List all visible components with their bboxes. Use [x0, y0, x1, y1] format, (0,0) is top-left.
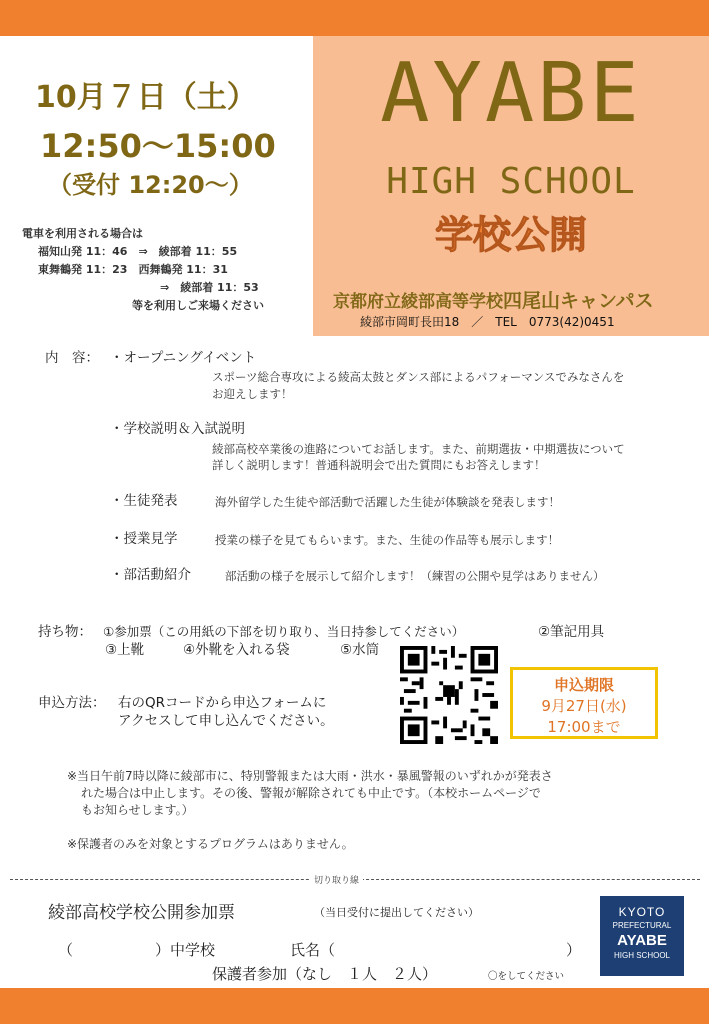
deadline-time: 17:00まで: [547, 718, 621, 736]
content-item-title: ・オープニングイベント: [110, 350, 257, 366]
content-item-title: ・生徒発表: [110, 493, 178, 509]
note-2: ※保護者のみを対象とするプログラムはありません。: [67, 837, 354, 851]
train-heading: 電車を利用される場合は: [22, 227, 143, 240]
school-logo: KYOTO PREFECTURAL AYABE HIGH SCHOOL: [600, 896, 684, 976]
content-item-title: ・授業見学: [110, 531, 178, 547]
content-item-desc: お迎えします！: [212, 387, 293, 401]
school-name-large: AYABE: [380, 46, 642, 141]
content-item-desc: 綾部高校卒業後の進路についてお話します。また、前期選抜・中期選抜について: [212, 442, 625, 456]
belongings-item: ①参加票（この用紙の下部を切り取り、当日持参してください）: [103, 624, 465, 639]
train-note: 等を利用しご来場ください: [132, 299, 264, 312]
belongings-item: ⑤水筒: [340, 642, 380, 658]
content-item-desc: 海外留学した生徒や部活動で活躍した生徒が体験談を発表します！: [215, 495, 560, 509]
deadline-title: 申込期限: [553, 676, 614, 694]
school-field-open: （: [58, 941, 74, 959]
ticket-title: 綾部高校学校公開参加票: [48, 903, 235, 923]
address: 綾部市岡町長田18 ／ TEL 0773(42)0451: [360, 315, 615, 329]
note-1-line-3: もお知らせします。）: [81, 803, 194, 817]
qr-code[interactable]: [400, 646, 498, 744]
content-item-title: ・部活動紹介: [110, 567, 191, 583]
train-line-3: ⇒ 綾部着 11：53: [160, 281, 259, 294]
note-1-line-2: れた場合は中止します。その後、警報が解除されても中止です。（本校ホームページで: [81, 786, 541, 800]
content-item-desc: スポーツ総合専攻による綾高太鼓とダンス部によるパフォーマンスでみなさんを: [212, 370, 625, 384]
reception-time: （受付 12:20〜）: [48, 171, 253, 199]
deadline-date: 9月27日(水): [541, 697, 627, 715]
name-field-label[interactable]: 氏名（: [290, 941, 336, 959]
event-time: 12:50〜15:00: [40, 127, 276, 165]
contents-label: 内 容：: [45, 350, 99, 366]
guardian-attendance[interactable]: 保護者参加（なし １人 ２人）: [212, 965, 438, 983]
application-line-1: 右のQRコードから申込フォームに: [118, 695, 327, 711]
guardian-note: 〇をしてください: [488, 971, 565, 982]
belongings-item: ②筆記用具: [538, 624, 605, 640]
train-line-1: 福知山発 11：46 ⇒ 綾部着 11：55: [38, 245, 238, 258]
note-1-line-1: ※当日午前7時以降に綾部市に、特別警報または大雨・洪水・暴風警報のいずれかが発表さ: [67, 769, 553, 783]
application-label: 申込方法：: [38, 695, 106, 711]
top-orange-bar: [0, 0, 709, 36]
school-name-sub: HIGH SCHOOL: [386, 161, 636, 202]
deadline-box: [510, 667, 658, 739]
belongings-item: ③上靴: [105, 642, 145, 658]
campus-name: 京都府立綾部高等学校四尾山キャンパス: [333, 290, 654, 312]
event-title: 学校公開: [434, 213, 587, 257]
content-item-desc: 授業の様子を見てもらいます。また、生徒の作品等も展示します！: [215, 533, 560, 547]
cut-label: 切り取り線: [310, 873, 363, 886]
application-line-2: アクセスして申し込んでください。: [118, 713, 334, 729]
content-item-desc: 詳しく説明します！普通科説明会で出た質問にもお答えします！: [212, 458, 546, 472]
ticket-subtitle: （当日受付に提出してください）: [314, 906, 479, 919]
belongings-label: 持ち物：: [38, 624, 92, 640]
school-field-label[interactable]: ）中学校: [155, 941, 216, 959]
name-field-close: ）: [566, 941, 582, 959]
content-item-desc: 部活動の様子を展示して紹介します！（練習の公開や見学はありません）: [225, 569, 605, 583]
train-line-2: 東舞鶴発 11：23 西舞鶴発 11：31: [38, 263, 228, 276]
content-item-title: ・学校説明＆入試説明: [110, 421, 245, 437]
event-date: 10月７日（土）: [35, 80, 257, 115]
belongings-item: ④外靴を入れる袋: [183, 642, 290, 658]
bottom-orange-bar: [0, 988, 709, 1024]
